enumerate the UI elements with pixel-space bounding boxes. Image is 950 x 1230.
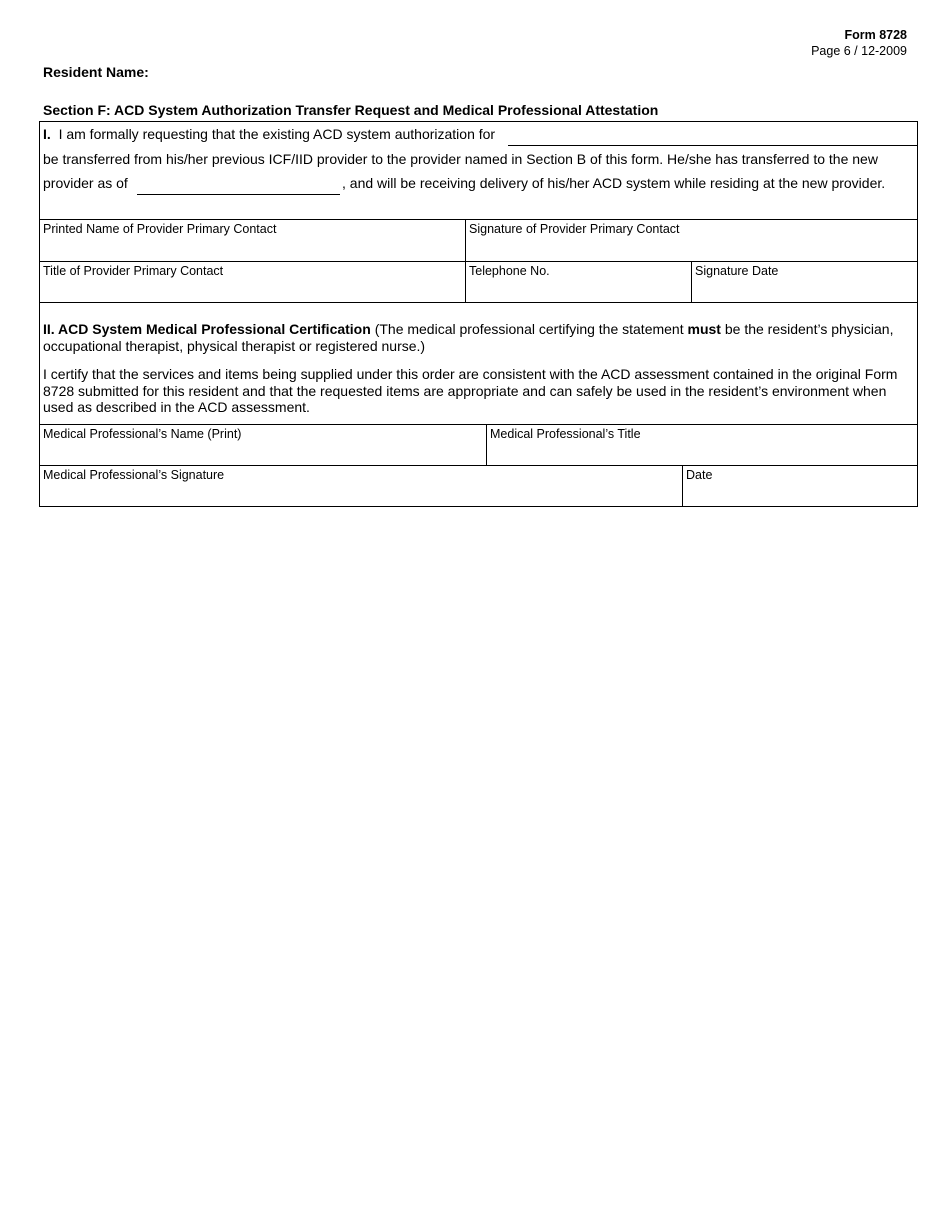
divider xyxy=(40,302,917,303)
section-f-form xyxy=(39,121,918,507)
resident-name-label: Resident Name: xyxy=(43,64,149,80)
part2-certify-text: I certify that the services and items being supplied under this order are consistent with the ACD assessment contained in the original Form 8728 submitted for this resident and that the requested items are appropriate and can safely be used in the resident’s environment when used as described in the ACD assessment. xyxy=(43,366,898,415)
form-number: Form 8728 xyxy=(844,28,907,42)
divider xyxy=(486,424,487,465)
part2-intro xyxy=(43,321,913,354)
part1-label: I. xyxy=(43,126,51,142)
med-prof-date-field[interactable]: Date xyxy=(686,468,713,482)
page-info: Page 6 / 12-2009 xyxy=(811,44,907,58)
part2-label: II. ACD System Medical Professional Certification xyxy=(43,321,371,337)
part2-must: must xyxy=(687,321,721,337)
divider xyxy=(40,465,917,466)
printed-name-field[interactable]: Printed Name of Provider Primary Contact xyxy=(43,222,277,236)
divider xyxy=(40,219,917,220)
part1-line2: be transferred from his/her previous ICF/IID provider to the provider named in Section B of this form. He/she has transferred to the new xyxy=(43,151,878,167)
provider-title-field[interactable]: Title of Provider Primary Contact xyxy=(43,264,224,278)
part2-intro-b: be the resident’s physician, occupational therapist, physical therapist or registered nurse.) xyxy=(43,321,894,354)
part1-line1 xyxy=(43,126,495,142)
provider-signature-field[interactable]: Signature of Provider Primary Contact xyxy=(469,222,680,236)
part1-line3-suffix: , and will be receiving delivery of his/her ACD system while residing at the new provider. xyxy=(342,175,886,191)
med-prof-title-field[interactable]: Medical Professional’s Title xyxy=(490,427,641,441)
signature-date-field[interactable]: Signature Date xyxy=(695,264,779,278)
divider xyxy=(691,261,692,302)
med-prof-signature-field[interactable]: Medical Professional’s Signature xyxy=(43,468,225,482)
resident-authorization-name-field[interactable] xyxy=(508,145,918,146)
divider xyxy=(682,465,683,506)
transfer-date-field[interactable] xyxy=(137,194,340,195)
divider xyxy=(40,261,917,262)
divider xyxy=(40,424,917,425)
section-title: Section F: ACD System Authorization Transfer Request and Medical Professional Attestation xyxy=(43,102,659,118)
part2-intro-a: (The medical professional certifying the statement xyxy=(374,321,684,337)
part1-line1-text: I am formally requesting that the existing ACD system authorization for xyxy=(58,126,496,142)
telephone-field[interactable]: Telephone No. xyxy=(469,264,550,278)
part1-line3-prefix: provider as of xyxy=(43,175,128,191)
med-prof-name-field[interactable]: Medical Professional’s Name (Print) xyxy=(43,427,242,441)
